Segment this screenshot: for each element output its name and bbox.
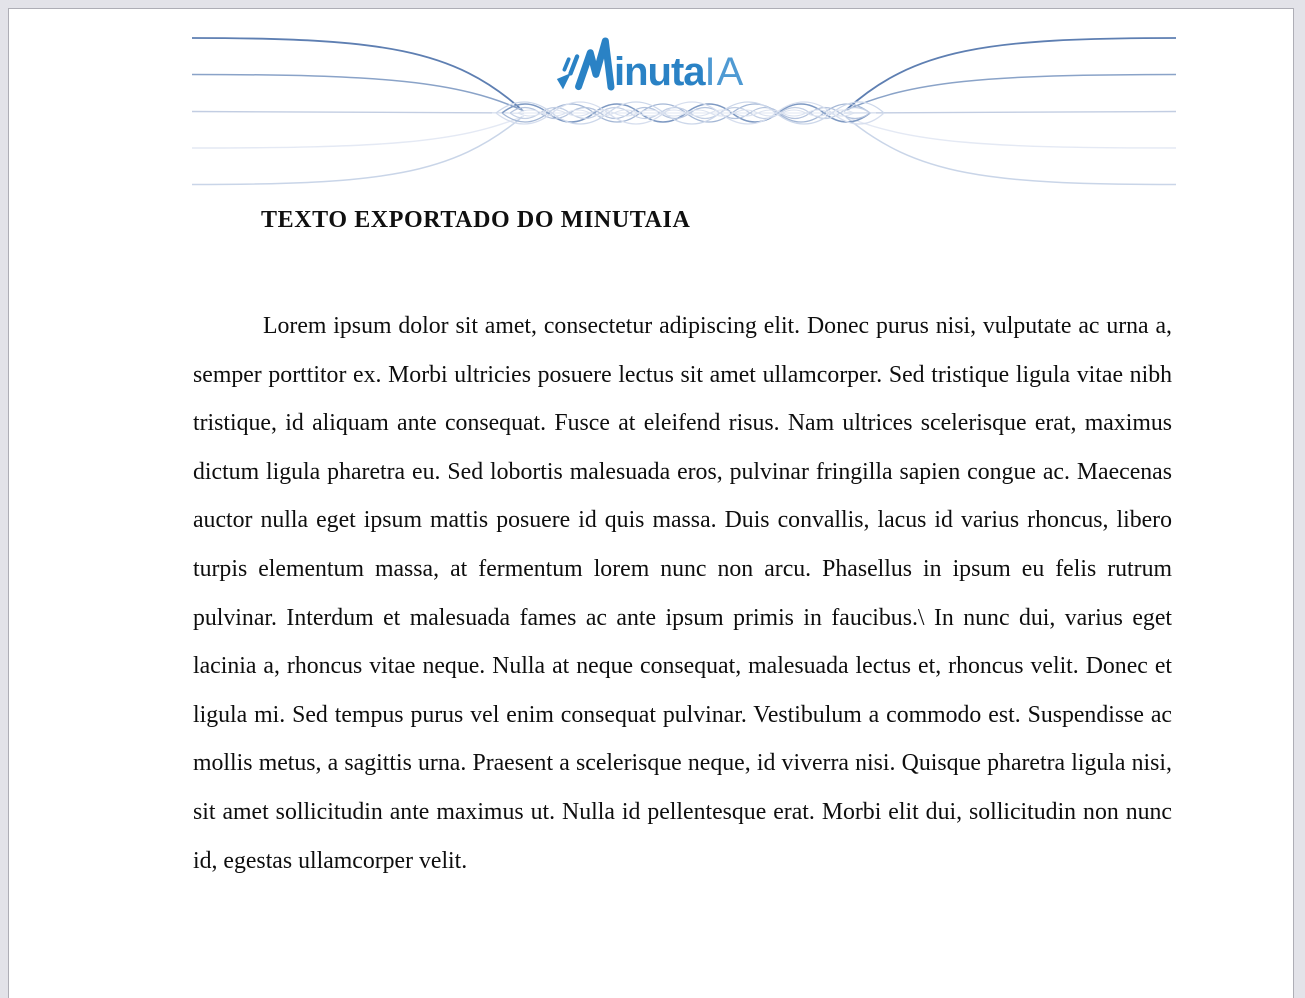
- logo-text-suffix: IA: [704, 50, 745, 94]
- logo-text-main: inuta: [614, 50, 705, 94]
- document-page: [8, 8, 1294, 998]
- pen-m-icon: [555, 33, 619, 95]
- minutaia-logo: [555, 33, 744, 95]
- document-title: TEXTO EXPORTADO DO MINUTAIA: [261, 207, 691, 233]
- logo-wordmark: [614, 50, 745, 95]
- letterhead: [9, 9, 1293, 196]
- document-paragraph: Lorem ipsum dolor sit amet, consectetur adipiscing elit. Donec purus nisi, vulputate ac urna a, semper porttitor ex. Morbi ultricies posuere lectus sit amet ullamcorper. Sed tristique ligula vitae nibh tristique, id aliquam ante consequat. Fusce at eleifend risus. Nam ultrices scelerisque erat, maximus dictum ligula pharetra eu. Sed lobortis malesuada eros, pulvinar fringilla sapien congue ac. Maecenas auctor nulla eget ipsum mattis posuere id quis massa. Duis convallis, lacus id varius rhoncus, libero turpis elementum massa, at fermentum lorem nunc non arcu. Phasellus in ipsum eu felis rutrum pulvinar. Interdum et malesuada fames ac ante ipsum primis in faucibus.\ In nunc dui, varius eget lacinia a, rhoncus vitae neque. Nulla at neque consequat, malesuada lectus et, rhoncus velit. Donec et ligula mi. Sed tempus purus vel enim consequat pulvinar. Vestibulum a commodo est. Suspendisse ac mollis metus, a sagittis urna. Praesent a scelerisque neque, id viverra nisi. Quisque pharetra ligula nisi, sit amet sollicitudin ante maximus ut. Nulla id pellentesque erat. Morbi elit dui, sollicitudin non nunc id, egestas ullamcorper velit.: [193, 313, 1172, 874]
